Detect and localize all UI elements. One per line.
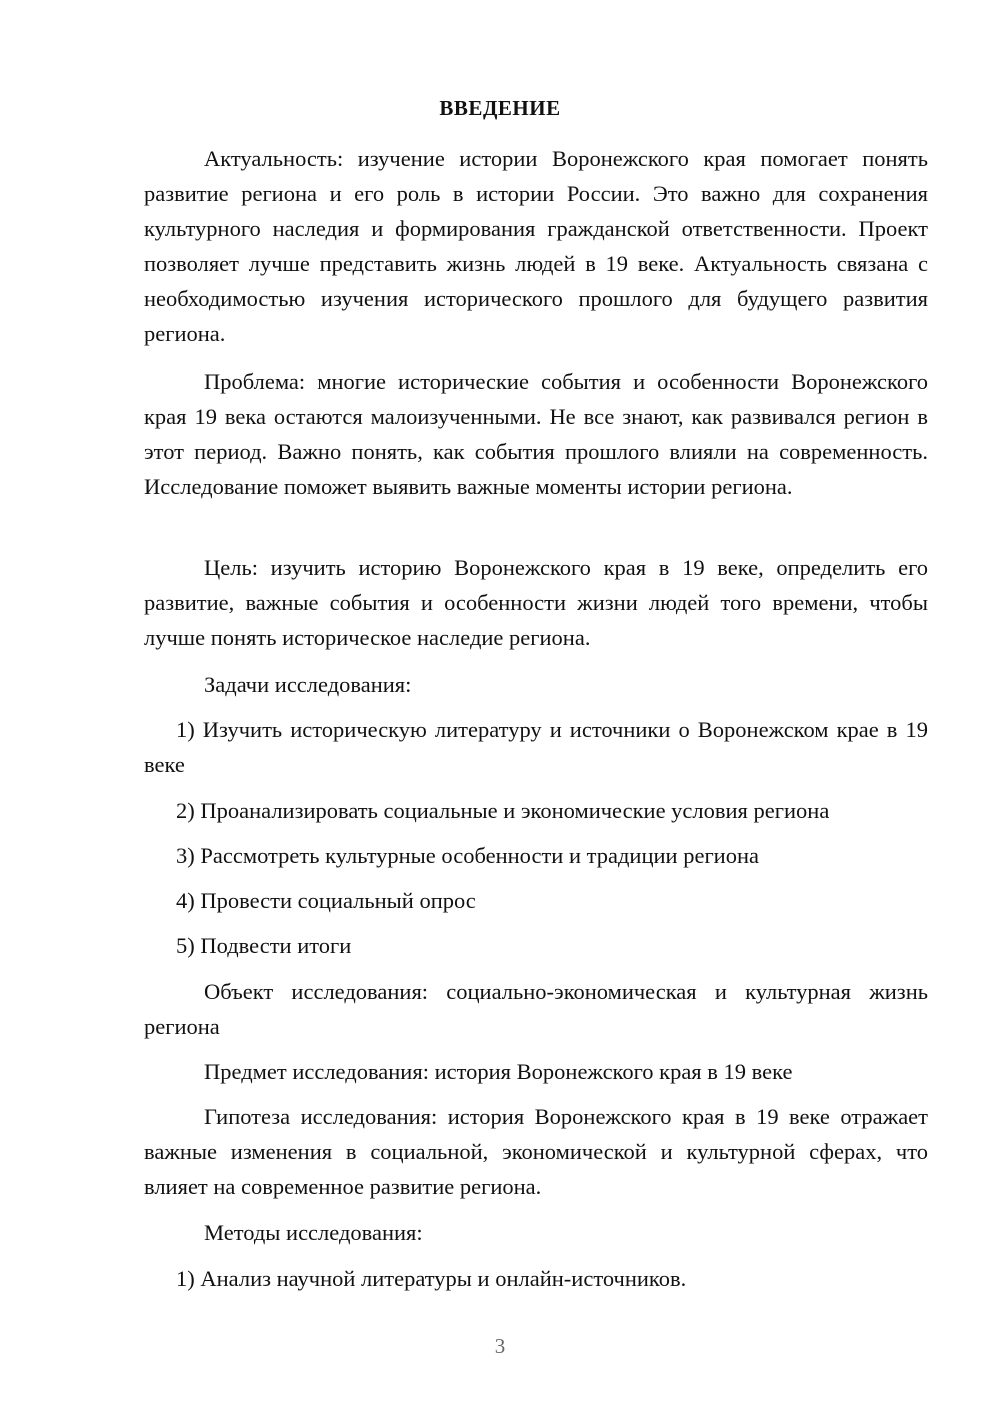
task-item: 4) Провести социальный опрос	[176, 888, 476, 913]
hypothesis-paragraph: Гипотеза исследования: история Воронежского края в 19 веке отражает важные изменения в социальной, экономической и культурной сферах, что влияет на современное развитие региона.	[144, 1104, 928, 1199]
methods-heading: Методы исследования:	[204, 1220, 423, 1245]
object-paragraph: Объект исследования: социально-экономическая и культурная жизнь региона	[144, 979, 928, 1039]
tasks-heading: Задачи исследования:	[204, 672, 412, 697]
task-item: 3) Рассмотреть культурные особенности и традиции региона	[176, 843, 760, 868]
task-item: 2) Проанализировать социальные и экономические условия региона	[176, 798, 830, 823]
method-item: 1) Анализ научной литературы и онлайн-источников.	[176, 1266, 687, 1291]
relevance-paragraph: Актуальность: изучение истории Воронежского края помогает понять развитие региона и его роль в истории России. Это важно для сохранения культурного наследия и формирования гражданской ответственности. Проект позволяет лучше представить жизнь людей в 19 веке. Актуальность связана с необходимостью изучения исторического прошлого для будущего развития региона.	[144, 146, 928, 346]
page-title: ВВЕДЕНИЕ	[439, 96, 561, 120]
task-item: 5) Подвести итоги	[176, 933, 352, 958]
problem-paragraph: Проблема: многие исторические события и особенности Воронежского края 19 века остаются малоизученными. Не все знают, как развивался регион в этот период. Важно понять, как события прошлого влияли на современность. Исследование поможет выявить важные моменты истории региона.	[144, 369, 928, 499]
task-item: 1) Изучить историческую литературу и источники о Воронежском крае в 19 веке	[144, 717, 928, 777]
page-number: 3	[494, 1334, 506, 1358]
goal-paragraph: Цель: изучить историю Воронежского края в 19 веке, определить его развитие, важные события и особенности жизни людей того времени, чтобы лучше понять историческое наследие региона.	[144, 555, 928, 650]
subject-paragraph: Предмет исследования: история Воронежского края в 19 веке	[204, 1059, 793, 1084]
